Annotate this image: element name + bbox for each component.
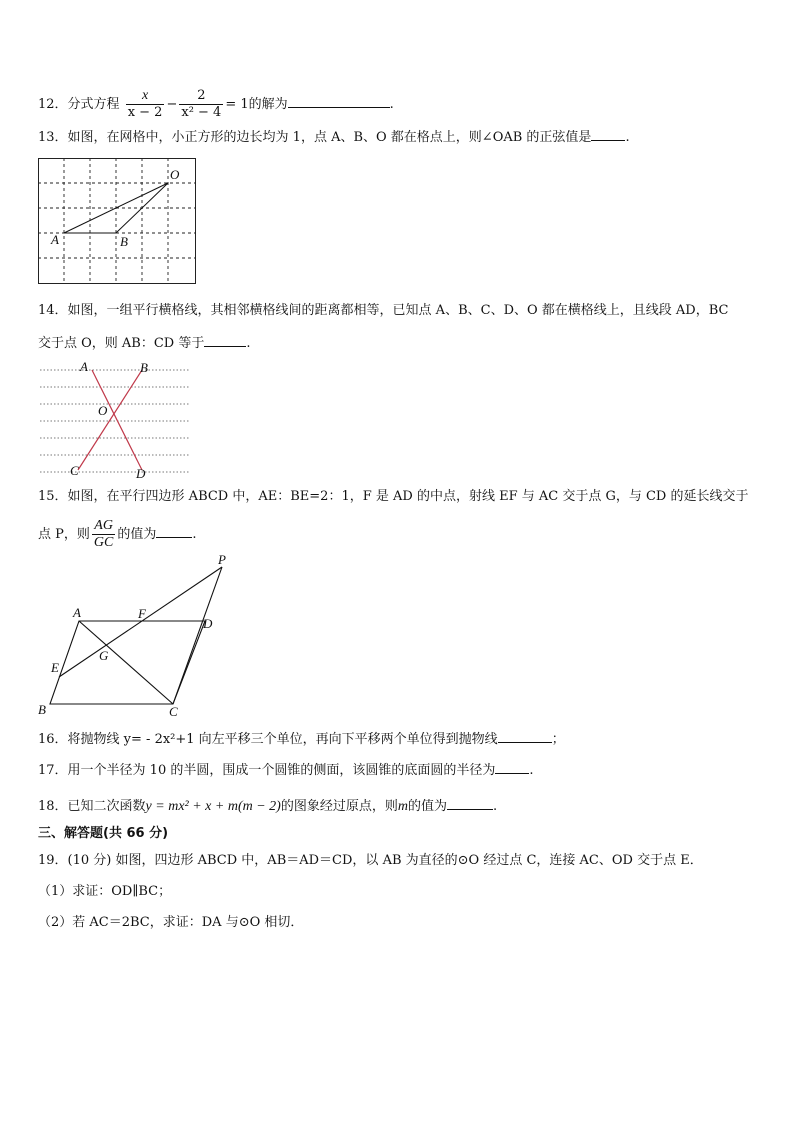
fig15-label-d: D — [203, 616, 213, 631]
answer-blank-14[interactable] — [204, 332, 246, 347]
question-19-part-1: （1）求证：OD∥BC； — [38, 884, 172, 899]
fig15-label-a: A — [73, 605, 81, 620]
figure-15-parallelogram — [35, 552, 235, 722]
answer-blank-15[interactable] — [156, 523, 192, 538]
answer-blank-16[interactable] — [498, 728, 552, 743]
fig13-label-a: A — [51, 232, 59, 247]
fig15-label-c: C — [169, 704, 178, 719]
fig15-label-g: G — [99, 648, 109, 663]
question-15-line-1: 15．如图，在平行四边形 ABCD 中，AE：BE=2：1，F 是 AD 的中点，射线 EF 与 AC 交于点 G，与 CD 的延长线交于 — [38, 489, 749, 504]
fig14-label-o: O — [98, 403, 108, 418]
q12-fraction-1: $\frac{x}{x - 2}$ — [127, 88, 163, 120]
question-14-line-1: 14．如图，一组平行横格线，其相邻横格线间的距离都相等，已知点 A、B、C、D、O 都在横格线上，且线段 AD，BC — [38, 303, 729, 318]
figure-13-grid — [38, 158, 196, 284]
question-17: 17．用一个半径为 10 的半圆，围成一个圆锥的侧面，该圆锥的底面圆的半径为 . — [38, 759, 534, 780]
fig14-label-a: A — [80, 359, 88, 374]
section-heading: 三、解答题(共 66 分) — [38, 826, 169, 841]
question-19: 19．(10 分) 如图，四边形 ABCD 中，AB＝AD＝CD，以 AB 为直径的⊙O 经过点 C，连接 AC、OD 交于点 E． — [38, 853, 703, 868]
answer-blank-13[interactable] — [591, 126, 625, 141]
fig15-label-p: P — [218, 552, 226, 567]
q18-formula: y = mx² + x + m(m − 2) — [145, 799, 281, 814]
q15-fraction: $\frac{AG}{GC}$ — [93, 518, 114, 550]
answer-blank-18[interactable] — [447, 795, 493, 810]
fig15-label-e: E — [51, 660, 59, 675]
fig13-label-o: O — [170, 167, 180, 182]
question-16: 16．将抛物线 y= - 2x²+1 向左平移三个单位，再向下平移两个单位得到抛物线 ； — [38, 728, 565, 749]
fig14-label-c: C — [70, 463, 79, 478]
question-14-line-2: 交于点 O，则 AB：CD 等于 . — [38, 332, 251, 353]
question-18: 18．已知二次函数y = mx² + x + m(m − 2)的图象经过原点，则m的值为 . — [38, 795, 497, 816]
answer-blank-12[interactable] — [288, 93, 390, 108]
figure-14-parallel-lines — [38, 360, 193, 482]
q12-fraction-2: $\frac{2}{\text{x² − 4}}$ — [181, 88, 222, 120]
question-15-line-2: 点 P，则 $\frac{AG}{GC}$ 的值为 . — [38, 518, 197, 550]
question-13: 13．如图，在网格中，小正方形的边长均为 1，点 A、B、O 都在格点上，则∠OAB 的正弦值是 . — [38, 126, 630, 147]
question-12: 12．分式方程 $\frac{x}{x - 2}$ − $\frac{2}{\text{x² − 4}}$ = 1的解为 . — [38, 88, 394, 120]
fig15-label-f: F — [138, 606, 146, 621]
fig14-label-b: B — [140, 360, 148, 375]
q12-number: 12．分式方程 — [38, 97, 120, 112]
fig15-label-b: B — [38, 702, 46, 717]
question-19-part-2: （2）若 AC＝2BC，求证：DA 与⊙O 相切． — [38, 915, 304, 930]
answer-blank-17[interactable] — [495, 759, 529, 774]
fig14-label-d: D — [136, 466, 146, 481]
fig13-label-b: B — [120, 234, 128, 249]
